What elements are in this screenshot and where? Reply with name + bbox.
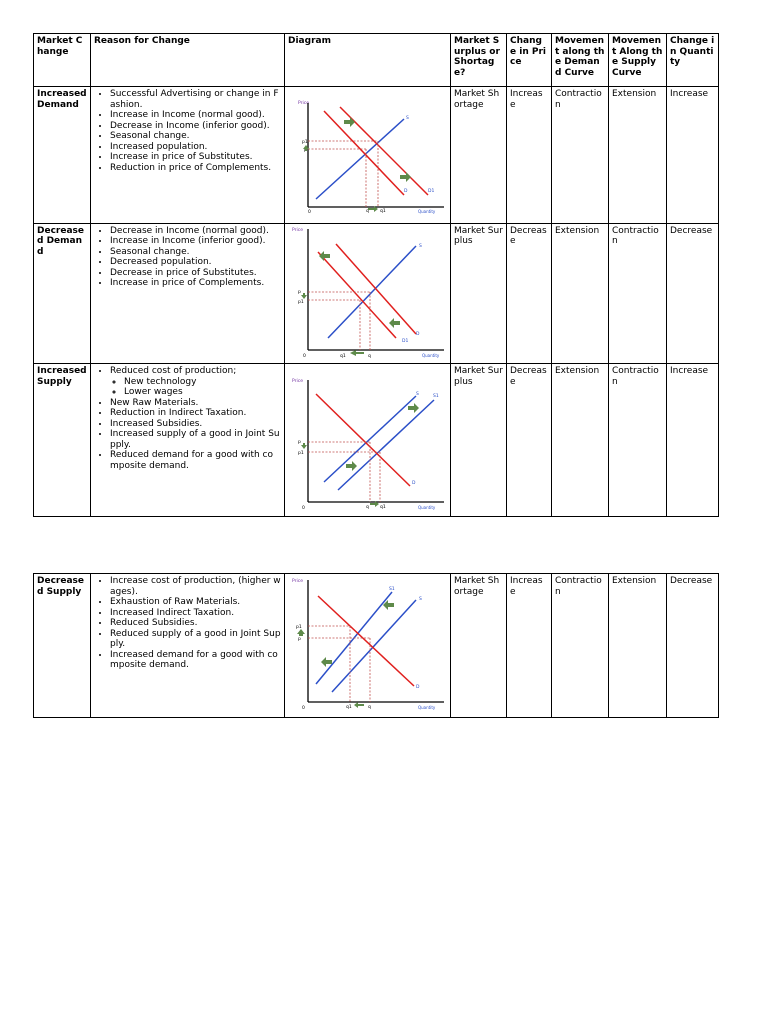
table-row xyxy=(34,574,719,718)
header-supply-movement: Movement Along the Supply Curve xyxy=(609,34,667,87)
down-arrow-icon xyxy=(301,443,307,449)
reason-item: • Increased demand for a good with composite demand. xyxy=(110,650,281,671)
header-row xyxy=(34,34,719,87)
quantity-change-cell: Decrease xyxy=(667,574,719,718)
market-change-cell: Increased Supply xyxy=(34,364,91,517)
reason-item: • Increased population. xyxy=(110,142,281,153)
p-label: p xyxy=(298,289,301,295)
demand-curve-d1 xyxy=(340,107,428,195)
demand-d1-label: D1 xyxy=(402,338,409,344)
reason-item: • Increase in price of Substitutes. xyxy=(110,152,281,163)
demand-movement-cell: Contraction xyxy=(552,574,609,718)
diagram-cell xyxy=(285,364,451,517)
sub-reason-item: ◦ Lower wages xyxy=(124,387,281,398)
reason-item: • Reduction in Indirect Taxation. xyxy=(110,408,281,419)
q-label: q xyxy=(368,705,371,710)
demand-curve-d1 xyxy=(318,252,396,338)
quantity-axis-label: Quantity xyxy=(422,352,440,358)
table-row xyxy=(34,87,719,224)
header-surplus-shortage: Market Surplus or Shortage? xyxy=(451,34,507,87)
increased-supply-diagram xyxy=(288,366,451,510)
header-reason: Reason for Change xyxy=(91,34,285,87)
header-diagram: Diagram xyxy=(285,34,451,87)
reason-item: • Reduction in price of Complements. xyxy=(110,163,281,174)
right-arrow-icon xyxy=(408,403,419,413)
q1-label: q1 xyxy=(380,209,386,214)
demand-curve xyxy=(318,596,414,686)
header-quantity-change: Change in Quantity xyxy=(667,34,719,87)
reason-item: • Increase cost of production, (higher wages). xyxy=(110,576,281,597)
reasons-cell xyxy=(91,87,285,224)
reason-item: • Increase in price of Complements. xyxy=(110,278,281,289)
supply-label: S xyxy=(416,392,419,397)
price-change-cell: Increase xyxy=(507,574,552,718)
p-label: p xyxy=(298,637,301,642)
p-label: p xyxy=(298,440,301,445)
p1-label: p1 xyxy=(296,625,302,630)
price-change-cell: Decrease xyxy=(507,223,552,364)
supply-curve xyxy=(324,396,416,482)
up-arrow-icon xyxy=(297,629,305,636)
origin-label: 0 xyxy=(308,210,311,215)
reason-item: • Reduced demand for a good with composite demand. xyxy=(110,450,281,471)
surplus-shortage-cell: Market Shortage xyxy=(451,574,507,718)
reason-item: • Reduced supply of a good in Joint Supply. xyxy=(110,629,281,650)
reasons-cell xyxy=(91,364,285,517)
supply-movement-cell: Contraction xyxy=(609,364,667,517)
quantity-axis-label: Quantity xyxy=(418,705,436,710)
supply-curve xyxy=(316,119,404,199)
price-change-cell: Increase xyxy=(507,87,552,224)
price-axis-label: Price xyxy=(298,101,309,106)
surplus-shortage-cell: Market Surplus xyxy=(451,364,507,517)
left-arrow-icon xyxy=(389,318,400,328)
diagram-cell xyxy=(285,223,451,364)
reason-item: • Decrease in Income (normal good). xyxy=(110,226,281,237)
supply-label: S xyxy=(406,116,409,121)
sub-reason-item: ◦ New technology xyxy=(124,377,281,388)
supply-label: S xyxy=(419,243,422,249)
supply-movement-cell: Extension xyxy=(609,574,667,718)
reason-item: • Increase in Income (inferior good). xyxy=(110,236,281,247)
table-row xyxy=(34,364,719,517)
quantity-change-cell: Increase xyxy=(667,87,719,224)
reason-item: • Decreased population. xyxy=(110,257,281,268)
demand-movement-cell: Contraction xyxy=(552,87,609,224)
reason-item: • Decrease in price of Substitutes. xyxy=(110,268,281,279)
demand-movement-cell: Extension xyxy=(552,223,609,364)
reason-item: • Increased Indirect Taxation. xyxy=(110,608,281,619)
origin-label: 0 xyxy=(303,353,306,358)
reason-item: • Decrease in Income (inferior good). xyxy=(110,121,281,132)
price-axis-label: Price xyxy=(292,227,303,233)
increased-demand-diagram xyxy=(288,89,451,217)
diagram-cell xyxy=(285,574,451,718)
p1-label: p1 xyxy=(302,140,308,145)
reason-item: • Increased supply of a good in Joint Supply. xyxy=(110,429,281,450)
quantity-change-cell: Decrease xyxy=(667,223,719,364)
demand-label: D xyxy=(412,481,416,486)
market-change-cell: Decreased Supply xyxy=(34,574,91,718)
p1-label: p1 xyxy=(298,451,304,456)
header-market-change: Market Change xyxy=(34,34,91,87)
header-demand-movement: Movement along the Demand Curve xyxy=(552,34,609,87)
demand-label: D xyxy=(404,189,408,194)
origin-label: 0 xyxy=(302,706,305,711)
supply-movement-cell: Extension xyxy=(609,87,667,224)
supply-movement-cell: Contraction xyxy=(609,223,667,364)
demand-d1-label: D1 xyxy=(428,189,435,194)
reason-item: • Seasonal change. xyxy=(110,247,281,258)
table-row xyxy=(34,223,719,364)
supply-label: S xyxy=(419,597,422,602)
quantity-change-cell: Increase xyxy=(667,364,719,517)
down-arrow-icon xyxy=(301,293,307,299)
q-label: q xyxy=(366,505,369,510)
right-arrow-icon xyxy=(344,117,355,127)
q1-label: q1 xyxy=(340,353,346,358)
left-arrow-icon xyxy=(354,702,364,708)
p1-label: p1 xyxy=(298,299,304,305)
supply-s1-label: S1 xyxy=(433,394,439,399)
reason-item: • Seasonal change. xyxy=(110,131,281,142)
surplus-shortage-cell: Market Shortage xyxy=(451,87,507,224)
decreased-supply-table xyxy=(33,573,719,718)
market-change-cell: Increased Demand xyxy=(34,87,91,224)
price-axis-label: Price xyxy=(292,379,303,384)
reason-item: • Reduced Subsidies. xyxy=(110,618,281,629)
demand-curve xyxy=(324,111,404,195)
supply-s1-label: S1 xyxy=(389,587,395,592)
reasons-cell xyxy=(91,574,285,718)
demand-label: D xyxy=(416,685,420,690)
reason-item: • Successful Advertising or change in Fashion. xyxy=(110,89,281,110)
reason-item: • New Raw Materials. xyxy=(110,398,281,409)
q-label: q xyxy=(368,353,371,358)
decreased-supply-diagram xyxy=(288,576,451,711)
quantity-axis-label: Quantity xyxy=(418,209,436,214)
market-change-table xyxy=(33,33,719,517)
quantity-axis-label: Quantity xyxy=(418,505,436,510)
reason-text: Reduced cost of production; xyxy=(110,366,237,376)
reasons-cell xyxy=(91,223,285,364)
supply-curve-s1 xyxy=(338,400,434,490)
market-change-cell: Decreased Demand xyxy=(34,223,91,364)
demand-label: D xyxy=(416,331,420,337)
diagram-cell xyxy=(285,87,451,224)
price-axis-label: Price xyxy=(292,579,303,584)
origin-label: 0 xyxy=(302,506,305,510)
surplus-shortage-cell: Market Surplus xyxy=(451,223,507,364)
reason-item: • Increased Subsidies. xyxy=(110,419,281,430)
decreased-demand-diagram xyxy=(288,226,451,358)
right-arrow-icon xyxy=(346,461,357,471)
q1-label: q1 xyxy=(380,505,386,510)
reason-item xyxy=(110,366,281,398)
header-price-change: Change in Price xyxy=(507,34,552,87)
reason-item: • Exhaustion of Raw Materials. xyxy=(110,597,281,608)
demand-curve xyxy=(316,394,410,486)
q-label: q xyxy=(366,209,369,214)
reason-item: • Increase in Income (normal good). xyxy=(110,110,281,121)
left-arrow-icon xyxy=(350,350,364,356)
price-change-cell: Decrease xyxy=(507,364,552,517)
q1-label: q1 xyxy=(346,705,352,710)
demand-movement-cell: Extension xyxy=(552,364,609,517)
